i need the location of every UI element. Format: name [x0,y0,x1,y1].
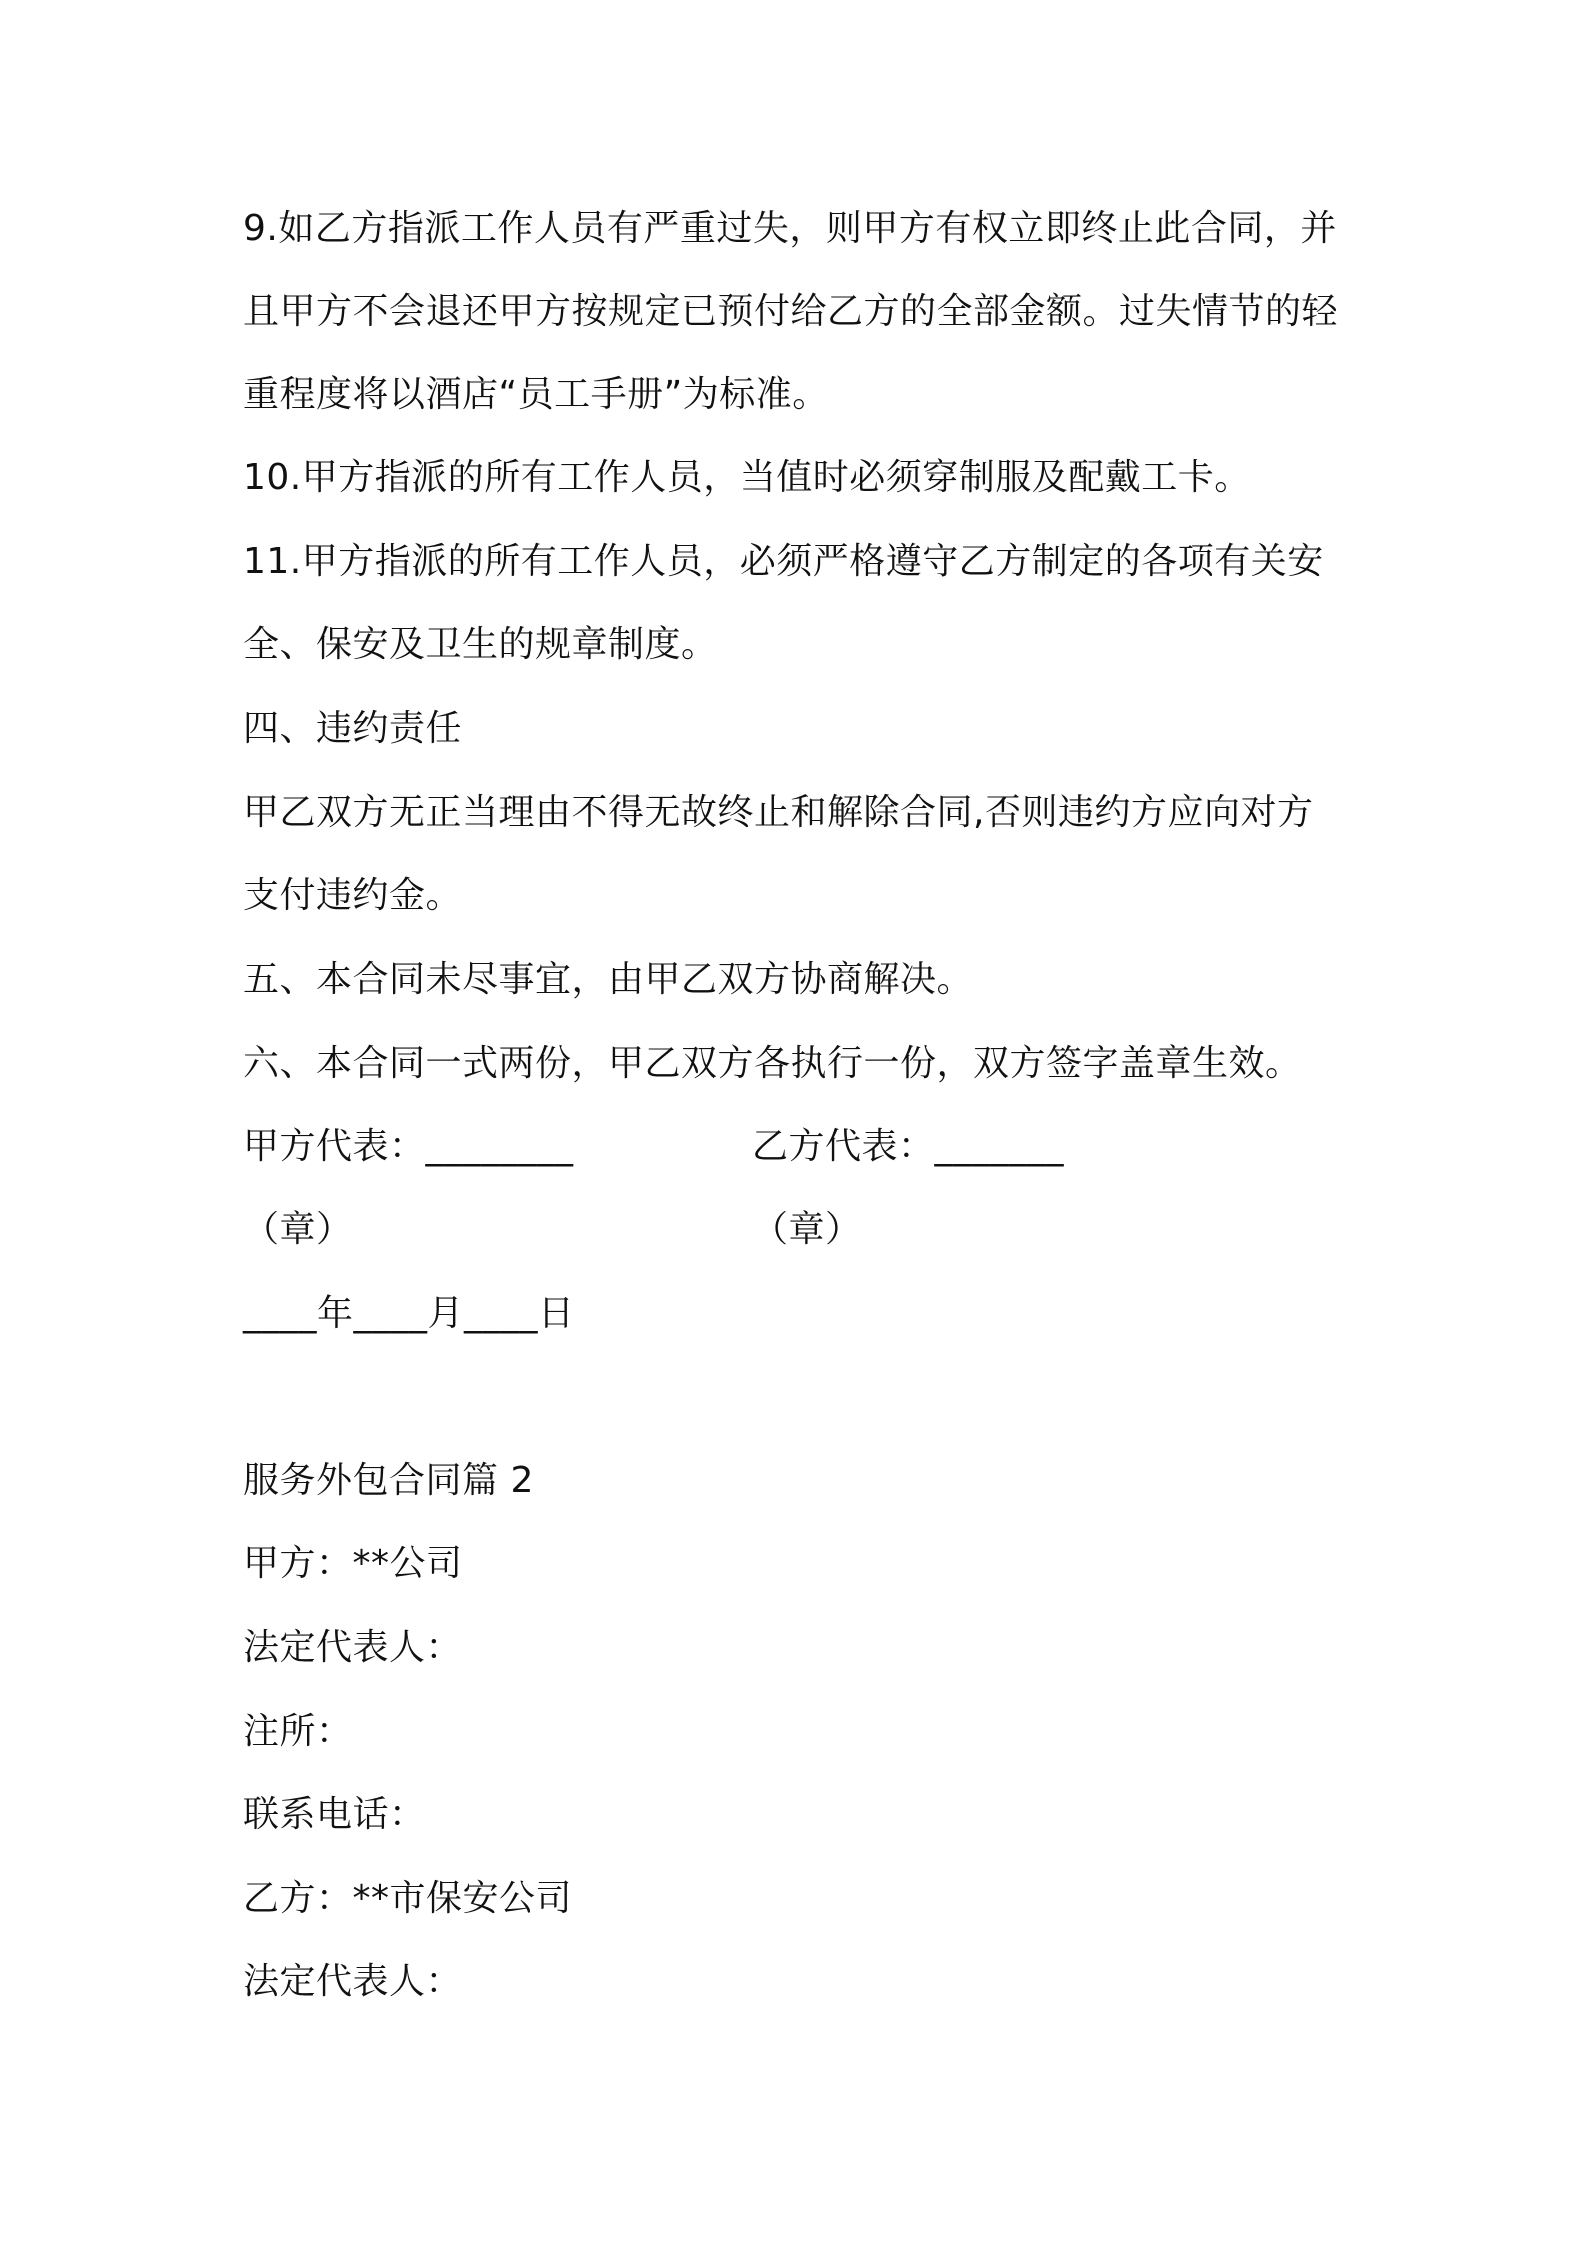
clause-11-line-1: 11.甲方指派的所有工作人员，必须严格遵守乙方制定的各项有关安 [243,541,1324,582]
party-b-seal: （章） [752,1209,862,1250]
party-b-name: 乙方：**市保安公司 [243,1878,573,1919]
party-a-legal-representative: 法定代表人： [243,1627,463,1668]
party-a-name: 甲方：**公司 [243,1543,463,1584]
section2-title: 服务外包合同篇 2 [243,1460,534,1501]
date-line: ____年____月____日 [243,1293,575,1334]
party-b-legal-representative: 法定代表人： [243,1961,463,2002]
clause-6: 六、本合同一式两份，甲乙双方各执行一份，双方签字盖章生效。 [243,1043,1302,1084]
party-a-representative: 甲方代表：________ [243,1126,574,1167]
liability-line-1: 甲乙双方无正当理由不得无故终止和解除合同,否则违约方应向对方 [243,792,1314,833]
clause-9-line-3: 重程度将以酒店“员工手册”为标准。 [243,374,829,415]
clause-9-line-1: 9.如乙方指派工作人员有严重过失，则甲方有权立即终止此合同，并 [243,208,1337,249]
party-a-address: 注所： [243,1711,353,1752]
clause-5: 五、本合同未尽事宜，由甲乙双方协商解决。 [243,959,974,1000]
clause-9-line-2: 且甲方不会退还甲方按规定已预付给乙方的全部金额。过失情节的轻 [243,291,1339,332]
clause-10: 10.甲方指派的所有工作人员，当值时必须穿制服及配戴工卡。 [243,457,1251,498]
liability-line-2: 支付违约金。 [243,875,463,916]
clause-11-line-2: 全、保安及卫生的规章制度。 [243,624,718,665]
party-a-phone: 联系电话： [243,1794,426,1835]
section-heading-liability: 四、违约责任 [243,708,463,749]
party-b-representative: 乙方代表：_______ [752,1126,1065,1167]
party-a-seal: （章） [243,1209,353,1250]
